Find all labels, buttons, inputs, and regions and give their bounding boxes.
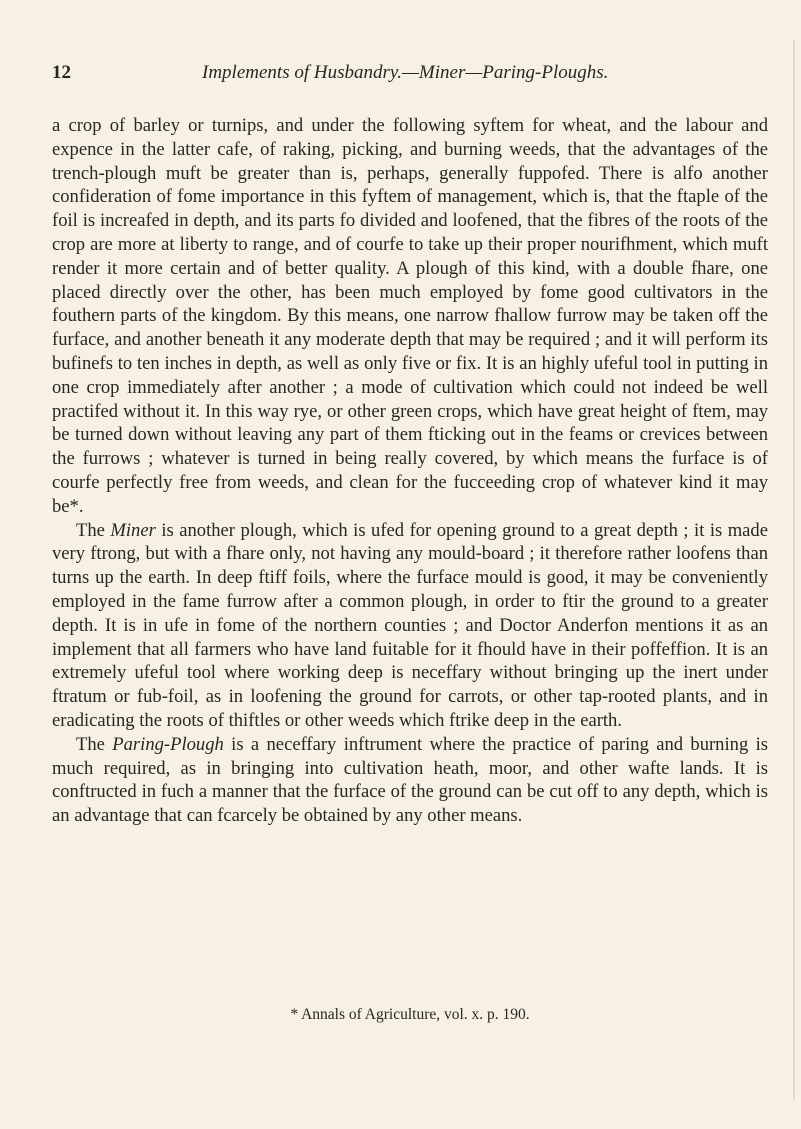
paragraph-paring-plough (52, 733, 768, 828)
term-paring-plough: Paring-Plough (112, 733, 224, 755)
paragraph-miner-lead: The (76, 519, 105, 541)
page-number: 12 (52, 62, 71, 83)
running-head (52, 58, 772, 88)
footnote: * Annals of Agriculture, vol. x. p. 190. (290, 1006, 530, 1023)
body-text (52, 114, 768, 828)
paragraph-paring-text: is a neceffary inftrument where the practice of paring and burning is much required, as in bringing into cultivation heath, moor, and other wafte lands. It is conftructed in fuch a manner that the furface of the ground can be cut off to any depth, which is an advantage that can fcarcely be obtained by any other means. (52, 733, 768, 827)
paragraph-miner-text: is another plough, which is ufed for opening ground to a great depth ; it is made very ftrong, but with a fhare only, not having any mould-board ; it therefore rather loofens than turns up the earth. In deep ftiff foils, where the furface mould is good, it may be conveniently employed in the fame furrow after a common plough, in order to ftir the ground to a greater depth. It is in ufe in fome of the northern counties ; and Doctor Anderfon mentions it as an implement that all farmers who have land fuitable for it fhould have in their poffeffion. It is an extremely ufeful tool where working deep is neceffary without bringing up the inert under ftratum or fub-foil, as in loofening the ground for carrots, or other tap-rooted plants, and in eradicating the roots of thiftles or other weeds which ftrike deep in the earth. (52, 519, 768, 731)
paragraph-miner (52, 519, 768, 733)
term-miner: Miner (110, 519, 156, 541)
paragraph-paring-lead: The (76, 733, 105, 755)
paragraph-trench-plough: a crop of barley or turnips, and under the following syftem for wheat, and the labour and expence in the latter cafe, of raking, picking, and burning weeds, that the advantages of the trench-plough muft be greater than is, perhaps, generally fuppofed. There is alfo another confideration of fome importance in this fyftem of management, which is, that the ftaple of the foil is increafed in depth, and its parts fo divided and loofened, that the fibres of the roots of the crop are more at liberty to range, and of courfe to take up their proper nourifhment, which muft render it more certain and of better quality. A plough of this kind, with a double fhare, one placed directly over the other, has been much employed by fome good cultivators in the fouthern parts of the kingdom. By this means, one narrow fhallow furrow may be taken off the furface, and another beneath it any moderate depth that may be required ; and it will perform its bufinefs to ten inches in depth, as well as only five or fix. It is an highly ufeful tool in putting in one crop immediately after another ; a mode of cultivation which could not indeed be well practifed without it. In this way rye, or other green crops, which have great height of ftem, may be turned down without leaving any part of them fticking out in the feams or crevices between the furrows ; whatever is turned in being really covered, by which means the furface is of courfe perfectly free from weeds, and clean for the fucceeding crop of whatever kind it may be*. (52, 115, 768, 517)
page-edge-shadow (793, 40, 795, 1100)
running-head-title: Implements of Husbandry.—Miner—Paring-Ploughs. (202, 62, 609, 83)
